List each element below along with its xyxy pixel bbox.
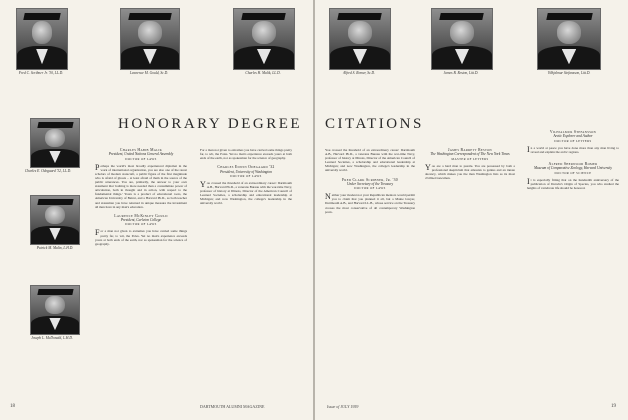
portrait-gould — [120, 8, 180, 70]
caption-mcdonald: Joseph L. McDonald, L.H.D. — [31, 336, 73, 340]
citation-scribner-name: Fred Clark Scribner, Jr. '30 — [342, 177, 398, 182]
caption-malik: Charles H. Malik, LL.D. — [245, 71, 281, 75]
caption-gould: Lawrence M. Gould, Sc.D. — [129, 71, 169, 75]
citation-gould-title: President, Carleton College — [120, 218, 162, 223]
citation-column-4 — [425, 148, 515, 398]
citation-stefansson-name: Vilhjalmur Stefansson — [549, 130, 597, 134]
portrait-malin — [30, 195, 80, 245]
citation-odegaard-name: Charles Edwin Odegaard '32 — [217, 165, 275, 170]
citation-gould-text: For a man not given to extremes you have carried some things pretty far, to wit, the Poles. Yet no man's experience exceeds yours at both ends of the earth, nor as spokesman for the science of geography. — [95, 228, 187, 246]
citation-column-1 — [95, 148, 187, 398]
caption-reston: James B. Reston, Litt.D. — [443, 71, 479, 75]
right-page — [315, 0, 628, 420]
headline-left: HONORARY DEGREE — [118, 116, 303, 132]
caption-stefansson: Vilhjalmur Stefansson, Litt.D. — [547, 71, 591, 75]
citation-column-3 — [325, 148, 415, 398]
left-page — [0, 0, 313, 420]
citation-odegaard-title: President, University of Washington — [220, 169, 272, 174]
citation-gould-degree: DOCTOR OF LAWS — [125, 222, 157, 227]
citation-reston-degree: MASTER OF LETTERS — [451, 156, 489, 161]
citation-scribner-degree: DOCTOR OF LAWS — [354, 186, 386, 191]
citation-column-5 — [527, 130, 619, 398]
citation-reston-title: The Washington Correspondent of The New York Times — [430, 152, 510, 157]
caption-scribner: Fred C. Scribner Jr. '30, LL.D. — [18, 71, 64, 75]
headline-right: CITATIONS — [325, 116, 424, 132]
page-number-right: 19 — [611, 404, 616, 409]
citation-odegaard-continued: You crossed the threshold of an extraordinary career: Dartmouth A.B., Harvard Ph.D., a veterans Bureau with the war-time Navy, professor of history at Illinois, Director of the American Council of Learned Societies, a scholarship and educational leadership at Michigan; and now Washington, the college's leadership in the university world. — [325, 148, 415, 173]
citation-reston-text: You are a hard man to puzzle. You are possessed by both a professional skepticism that amounts to genius and an innate decency, which makes you the man Washington lists as its most civilized newsman. — [425, 162, 515, 180]
citation-romer-name: Alfred Sherwood Romer — [548, 161, 598, 166]
page-number-left: 18 — [10, 404, 15, 409]
citation-stefansson-title: Arctic Explorer and Author — [553, 134, 593, 139]
citation-reston-name: James Barrett Reston — [447, 148, 493, 152]
citation-odegaard-degree: DOCTOR OF LAWS — [230, 173, 262, 178]
citation-malik-title: President, United Nations General Assembly — [108, 152, 174, 157]
portrait-malik — [233, 8, 295, 70]
portrait-stefansson — [537, 8, 601, 70]
citation-scribner-text: Neither your modest nor your Republican mentors would permit you to claim that you planned it all, but a Maine lawyer, Dartmouth A.B., and Harvard LL.B., whose service on the Treasury crosses the most conservative of all contemporary Washington posts. — [325, 192, 415, 214]
footer-issue-date: Issue of JULY 1959 — [327, 404, 359, 409]
citation-stefansson-degree: DOCTOR OF LETTERS — [554, 138, 592, 143]
footer-magazine-title: DARTMOUTH ALUMNI MAGAZINE — [200, 404, 265, 409]
citation-romer-text: It is especially fitting that on the hundredth anniversary of the publication of Darwin's Origin of Species, you who studied the heights of vertebrate life should be honored. — [527, 176, 619, 190]
citation-romer-title: Museum of Comparative Zoology, Harvard University — [534, 166, 612, 171]
citation-gould-continued: For a man not given to extremes you have carried some things pretty far, to wit, the Poles. Yet no man's experience exceeds yours at both ends of the earth, nor as spokesman for the science of geography. — [200, 148, 292, 161]
portrait-odegaard — [30, 118, 80, 168]
citation-gould-name: Laurence McKinley Gould — [114, 213, 168, 218]
citation-column-2 — [200, 148, 292, 398]
citation-scribner-title: Under Secretary of the Treasury — [346, 181, 394, 186]
portrait-reston — [431, 8, 493, 70]
citation-malik-degree: DOCTOR OF LAWS — [125, 156, 157, 161]
citation-malik-name: Charles Habib Malik — [119, 148, 163, 152]
caption-malin: Patrick M. Malin, L.H.D. — [36, 246, 74, 250]
portrait-mcdonald — [30, 285, 80, 335]
citation-stefansson-text: In a world at peace you have done more than any man living to reveal and explain the arctic regions. — [527, 144, 619, 154]
portrait-scribner — [16, 8, 68, 70]
citation-malik-text: Perhaps the world's most broadly experienced diplomat in the work of international organization, you are also one of the rarest scholars of modern statecraft, a public figure of the first magnitude who is afraid of ghosts – at least afraid of them in the source of the public utterances. You are, primarily, the answer to your own statement that 'nothing is more needed than a consummate power of articulation, both in thought and in action, with respect to the fundamental things.' Yours is a product of educational roots, the American University of Beirut, and a Harvard Ph.D., as both teacher and statesman you have returned in unique measure the investment all men have in any man's education. — [95, 162, 187, 209]
citation-odegaard-text: You crossed the threshold of an extraordinary career: Dartmouth A.B., Harvard Ph.D., a veterans Bureau with the war-time Navy, professor of history at Illinois, Director of the American Council of Learned Societies, a scholarship and educational leadership at Michigan; and now Washington, the college's leadership in the university world. — [200, 179, 292, 206]
caption-odegaard: Charles E. Odegaard '32, LL.D. — [24, 169, 72, 173]
portrait-romer — [329, 8, 391, 70]
citation-romer-degree: DOCTOR OF SCIENCE — [554, 170, 592, 175]
caption-romer: Alfred S. Romer, Sc.D. — [342, 71, 376, 75]
